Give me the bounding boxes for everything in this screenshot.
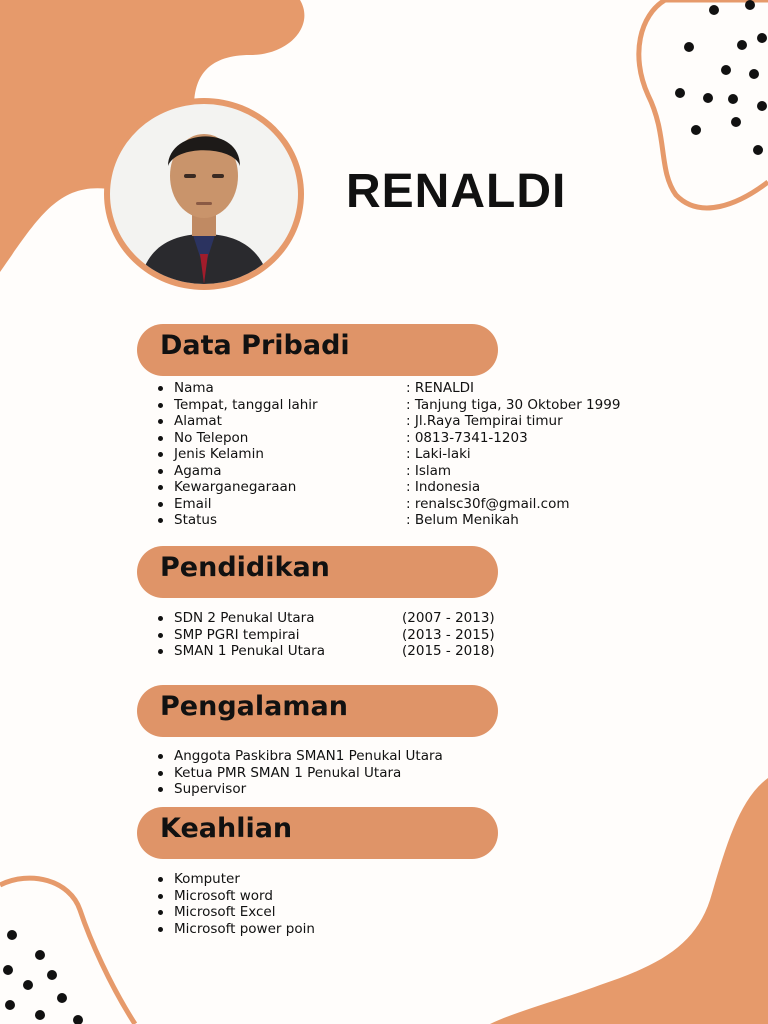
bottom-right-blob [490, 778, 768, 1024]
section-title: Keahlian [160, 813, 293, 844]
person-name: RENALDI [346, 165, 567, 218]
section-title: Data Pribadi [160, 330, 350, 361]
list-item: Email : renalsc30f@gmail.com [158, 496, 318, 513]
list-item: Agama : Islam [158, 463, 318, 480]
list-item: SMP PGRI tempirai (2013 - 2015) [158, 627, 325, 644]
list-item: Ketua PMR SMAN 1 Penukal Utara [158, 765, 443, 782]
section-header-personal [137, 324, 498, 376]
bottom-left-dots [3, 930, 83, 1024]
list-item: Komputer [158, 871, 315, 888]
personal-data-list [158, 380, 621, 529]
person-silhouette-icon [110, 104, 298, 284]
list-item: Anggota Paskibra SMAN1 Penukal Utara [158, 748, 443, 765]
experience-list [158, 748, 443, 798]
list-item: Alamat : Jl.Raya Tempirai timur [158, 413, 318, 430]
list-item: No Telepon : 0813-7341-1203 [158, 430, 318, 447]
list-item: Microsoft power poin [158, 921, 315, 938]
top-right-outline-blob [639, 0, 768, 208]
section-title: Pendidikan [160, 552, 330, 583]
skills-list [158, 871, 315, 937]
education-list [158, 610, 495, 660]
section-header-education [137, 546, 498, 598]
section-title: Pengalaman [160, 691, 348, 722]
list-item: Microsoft Excel [158, 904, 315, 921]
profile-photo [104, 98, 304, 290]
list-item: Kewarganegaraan : Indonesia [158, 479, 318, 496]
list-item: Supervisor [158, 781, 443, 798]
section-header-experience [137, 685, 498, 737]
list-item: Jenis Kelamin : Laki-laki [158, 446, 318, 463]
bottom-left-outline-blob [0, 878, 135, 1024]
list-item: Status : Belum Menikah [158, 512, 318, 529]
list-item: Tempat, tanggal lahir : Tanjung tiga, 30 Oktober 1999 [158, 397, 318, 414]
top-right-dots [675, 0, 767, 155]
list-item: Microsoft word [158, 888, 315, 905]
section-header-skills [137, 807, 498, 859]
list-item: SDN 2 Penukal Utara (2007 - 2013) [158, 610, 325, 627]
list-item: SMAN 1 Penukal Utara (2015 - 2018) [158, 643, 325, 660]
list-item: Nama : RENALDI [158, 380, 318, 397]
